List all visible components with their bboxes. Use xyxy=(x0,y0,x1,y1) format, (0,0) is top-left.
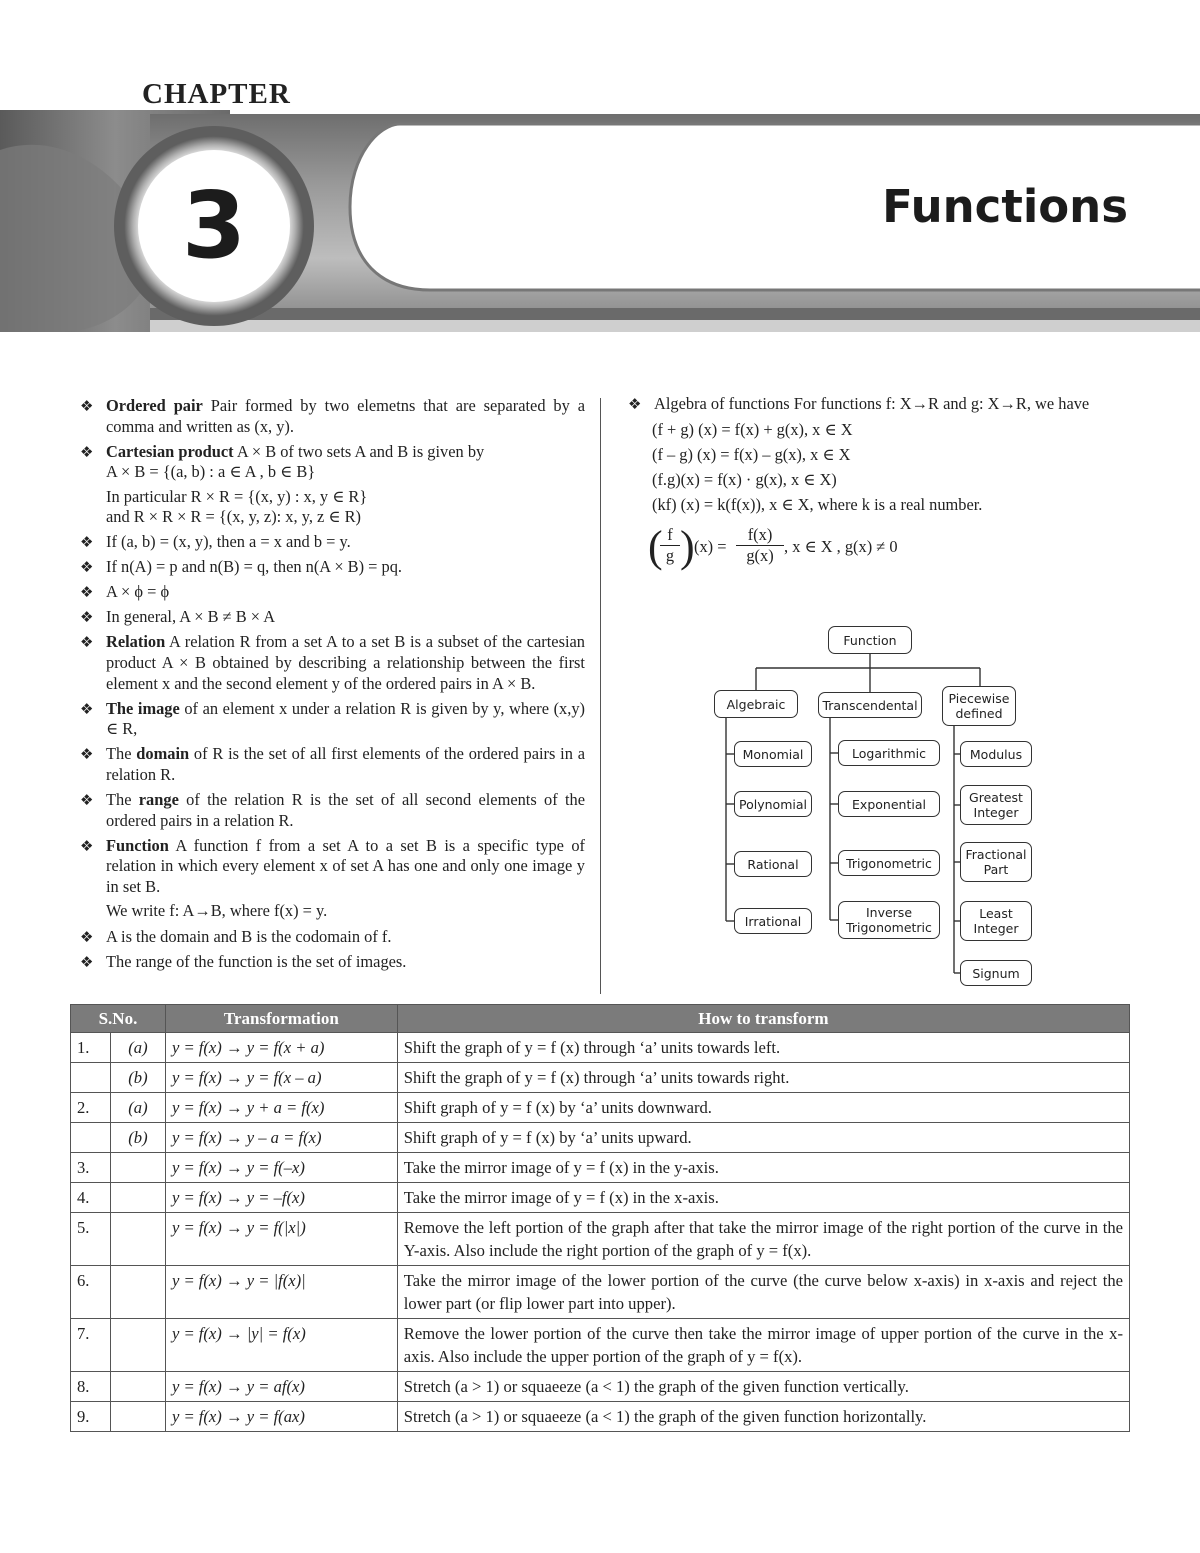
node-monomial: Monomial xyxy=(734,741,812,767)
row-transformation-cell: y = f(x) → y = f(–x) xyxy=(165,1153,397,1183)
node-irrational: Irrational xyxy=(734,908,812,934)
row-description-cell: Remove the left portion of the graph after that take the mirror image of the right portion of the curve in the Y-axis. Also include the right portion of the graph of y = f(x). xyxy=(397,1213,1129,1266)
row-transformation-cell: y = f(x) → y = f(x – a) xyxy=(165,1063,397,1093)
node-rational: Rational xyxy=(734,851,812,877)
table-header-row xyxy=(71,1005,1130,1033)
row-description-cell: Shift graph of y = f (x) by ‘a’ units upward. xyxy=(397,1123,1129,1153)
table-row xyxy=(71,1213,1130,1266)
row-description-cell: Shift the graph of y = f (x) through ‘a’ units towards left. xyxy=(397,1033,1129,1063)
quotient-denominator: g(x) xyxy=(746,546,774,566)
row-sub-cell: (b) xyxy=(110,1123,165,1153)
left-column xyxy=(80,396,585,977)
table-body xyxy=(71,1033,1130,1432)
row-transformation-cell: y = f(x) → y = f(ax) xyxy=(165,1402,397,1432)
node-polynomial: Polynomial xyxy=(734,791,812,817)
node-fractional-part: Fractional Part xyxy=(960,842,1032,882)
table-row xyxy=(71,1153,1130,1183)
empty-product-item: ❖ A × ϕ = ϕ xyxy=(80,582,585,603)
table-row xyxy=(71,1093,1130,1123)
function-item: ❖ Function A function f from a set A to a set B is a specific type of relation in which every element x of set A has one and only one image y in set B. xyxy=(80,836,585,898)
ordered-pair-item: ❖ Ordered pair Pair formed by two elemetns that are separated by a comma and written as (x, y). xyxy=(80,396,585,437)
domain-item: ❖ The domain of R is the set of all first elements of the ordered pairs in a relation R. xyxy=(80,744,585,785)
cardinality-item: ❖ If n(A) = p and n(B) = q, then n(A × B) = pq. xyxy=(80,557,585,578)
algebra-intro-item: ❖ Algebra of functions For functions f: X→R and g: X→R, we have xyxy=(628,394,1134,415)
quotient-formula: ( $\frac{f}{g}$ ) (x) = $\frac{f(x)}{g(x)}$ , x ∈ X , g(x) ≠ 0 xyxy=(648,521,898,571)
node-trigonometric: Trigonometric xyxy=(838,850,940,876)
node-function: Function xyxy=(828,626,912,654)
header-transformation: Transformation xyxy=(165,1005,397,1033)
row-sub-cell xyxy=(110,1402,165,1432)
node-signum: Signum xyxy=(960,960,1032,986)
quotient-numerator: f(x) xyxy=(736,525,784,547)
node-transcendental: Transcendental xyxy=(818,692,922,718)
chapter-label: CHAPTER xyxy=(142,78,291,110)
row-description-cell: Take the mirror image of the lower portion of the curve (the curve below x-axis) in x-axis and reject the lower part (or flip lower part into upper). xyxy=(397,1266,1129,1319)
row-sno-cell: 7. xyxy=(71,1319,111,1372)
image-item: ❖ The image of an element x under a relation R is given by y, where (x,y) ∈ R, xyxy=(80,699,585,740)
row-description-cell: Remove the lower portion of the curve then take the mirror image of upper portion of the curve in the x-axis. Also include the upper portion of the graph of y = f(x). xyxy=(397,1319,1129,1372)
row-sno-cell: 5. xyxy=(71,1213,111,1266)
row-sub-cell xyxy=(110,1266,165,1319)
row-description-cell: Shift graph of y = f (x) by ‘a’ units downward. xyxy=(397,1093,1129,1123)
cartesian-particular-2: and R × R × R = {(x, y, z): x, y, z ∈ R) xyxy=(106,507,362,527)
row-sub-cell: (a) xyxy=(110,1093,165,1123)
row-sno-cell: 8. xyxy=(71,1372,111,1402)
quotient-outer-denominator: g xyxy=(665,546,675,566)
equal-pairs-item: ❖ If (a, b) = (x, y), then a = x and b = y. xyxy=(80,532,585,553)
node-inverse-trigonometric: Inverse Trigonometric xyxy=(838,901,940,939)
table-row xyxy=(71,1063,1130,1093)
table-row xyxy=(71,1033,1130,1063)
row-sno-cell: 1. xyxy=(71,1033,111,1063)
domain-codomain-item: ❖ A is the domain and B is the codomain of f. xyxy=(80,927,585,948)
chapter-title: Functions xyxy=(882,180,1128,233)
node-piecewise-defined: Piecewise defined xyxy=(942,686,1016,726)
quotient-argument: (x) = xyxy=(694,536,727,556)
table-row xyxy=(71,1319,1130,1372)
sum-formula: (f + g) (x) = f(x) + g(x), x ∈ X xyxy=(652,419,853,439)
row-sub-cell xyxy=(110,1153,165,1183)
we-write-line: We write f: A→B, where f(x) = y. xyxy=(106,900,328,920)
row-sub-cell xyxy=(110,1213,165,1266)
column-divider xyxy=(600,398,601,994)
range-item: ❖ The range of the relation R is the set of all second elements of the ordered pairs in a relation R. xyxy=(80,790,585,831)
product-formula: (f.g)(x) = f(x) · g(x), x ∈ X) xyxy=(652,469,837,489)
quotient-outer-numerator: f xyxy=(660,525,680,547)
node-least-integer: Least Integer xyxy=(960,901,1032,941)
relation-item: ❖ Relation A relation R from a set A to a set B is a subset of the cartesian product A × B obtained by describing a relationship between the first element x and the second element y of the ordered pairs in A × B. xyxy=(80,632,585,694)
row-sno-cell xyxy=(71,1123,111,1153)
range-images-item: ❖ The range of the function is the set of images. xyxy=(80,952,585,973)
row-sno-cell: 9. xyxy=(71,1402,111,1432)
cartesian-definition: A × B = {(a, b) : a ∈ A , b ∈ B} xyxy=(106,462,316,482)
general-item: ❖ In general, A × B ≠ B × A xyxy=(80,607,585,628)
row-transformation-cell: y = f(x) → y – a = f(x) xyxy=(165,1123,397,1153)
chapter-number: 3 xyxy=(181,172,246,279)
row-sno-cell: 3. xyxy=(71,1153,111,1183)
quotient-condition: , x ∈ X , g(x) ≠ 0 xyxy=(784,536,898,556)
table-row xyxy=(71,1123,1130,1153)
row-sub-cell xyxy=(110,1319,165,1372)
row-sub-cell xyxy=(110,1183,165,1213)
transformation-table xyxy=(70,1004,1130,1432)
row-transformation-cell: y = f(x) → |y| = f(x) xyxy=(165,1319,397,1372)
row-transformation-cell: y = f(x) → y + a = f(x) xyxy=(165,1093,397,1123)
function-classification-diagram xyxy=(700,620,1060,995)
node-greatest-integer: Greatest Integer xyxy=(960,785,1032,825)
node-modulus: Modulus xyxy=(960,741,1032,767)
row-sno-cell: 6. xyxy=(71,1266,111,1319)
row-description-cell: Stretch (a > 1) or squaeeze (a < 1) the graph of the given function vertically. xyxy=(397,1372,1129,1402)
header-how-to-transform: How to transform xyxy=(397,1005,1129,1033)
table-row xyxy=(71,1266,1130,1319)
table-row xyxy=(71,1372,1130,1402)
row-description-cell: Stretch (a > 1) or squaeeze (a < 1) the graph of the given function horizontally. xyxy=(397,1402,1129,1432)
node-algebraic: Algebraic xyxy=(714,690,798,718)
row-transformation-cell: y = f(x) → y = f(x + a) xyxy=(165,1033,397,1063)
node-exponential: Exponential xyxy=(838,791,940,817)
right-column xyxy=(628,394,1134,575)
cartesian-particular-1: In particular R × R = {(x, y) : x, y ∈ R} xyxy=(106,486,368,506)
row-description-cell: Take the mirror image of y = f (x) in the x-axis. xyxy=(397,1183,1129,1213)
scalar-formula: (kf) (x) = k(f(x)), x ∈ X, where k is a real number. xyxy=(652,494,983,514)
row-transformation-cell: y = f(x) → y = af(x) xyxy=(165,1372,397,1402)
row-transformation-cell: y = f(x) → y = |f(x)| xyxy=(165,1266,397,1319)
difference-formula: (f – g) (x) = f(x) – g(x), x ∈ X xyxy=(652,444,851,464)
row-sub-cell xyxy=(110,1372,165,1402)
node-logarithmic: Logarithmic xyxy=(838,740,940,766)
row-transformation-cell: y = f(x) → y = f(|x|) xyxy=(165,1213,397,1266)
table-row xyxy=(71,1183,1130,1213)
row-description-cell: Take the mirror image of y = f (x) in the y-axis. xyxy=(397,1153,1129,1183)
row-transformation-cell: y = f(x) → y = –f(x) xyxy=(165,1183,397,1213)
row-description-cell: Shift the graph of y = f (x) through ‘a’ units towards right. xyxy=(397,1063,1129,1093)
row-sub-cell: (a) xyxy=(110,1033,165,1063)
table-row xyxy=(71,1402,1130,1432)
row-sno-cell xyxy=(71,1063,111,1093)
row-sub-cell: (b) xyxy=(110,1063,165,1093)
cartesian-product-item: ❖ Cartesian product A × B of two sets A and B is given by xyxy=(80,442,585,463)
row-sno-cell: 4. xyxy=(71,1183,111,1213)
row-sno-cell: 2. xyxy=(71,1093,111,1123)
header-sno: S.No. xyxy=(71,1005,166,1033)
